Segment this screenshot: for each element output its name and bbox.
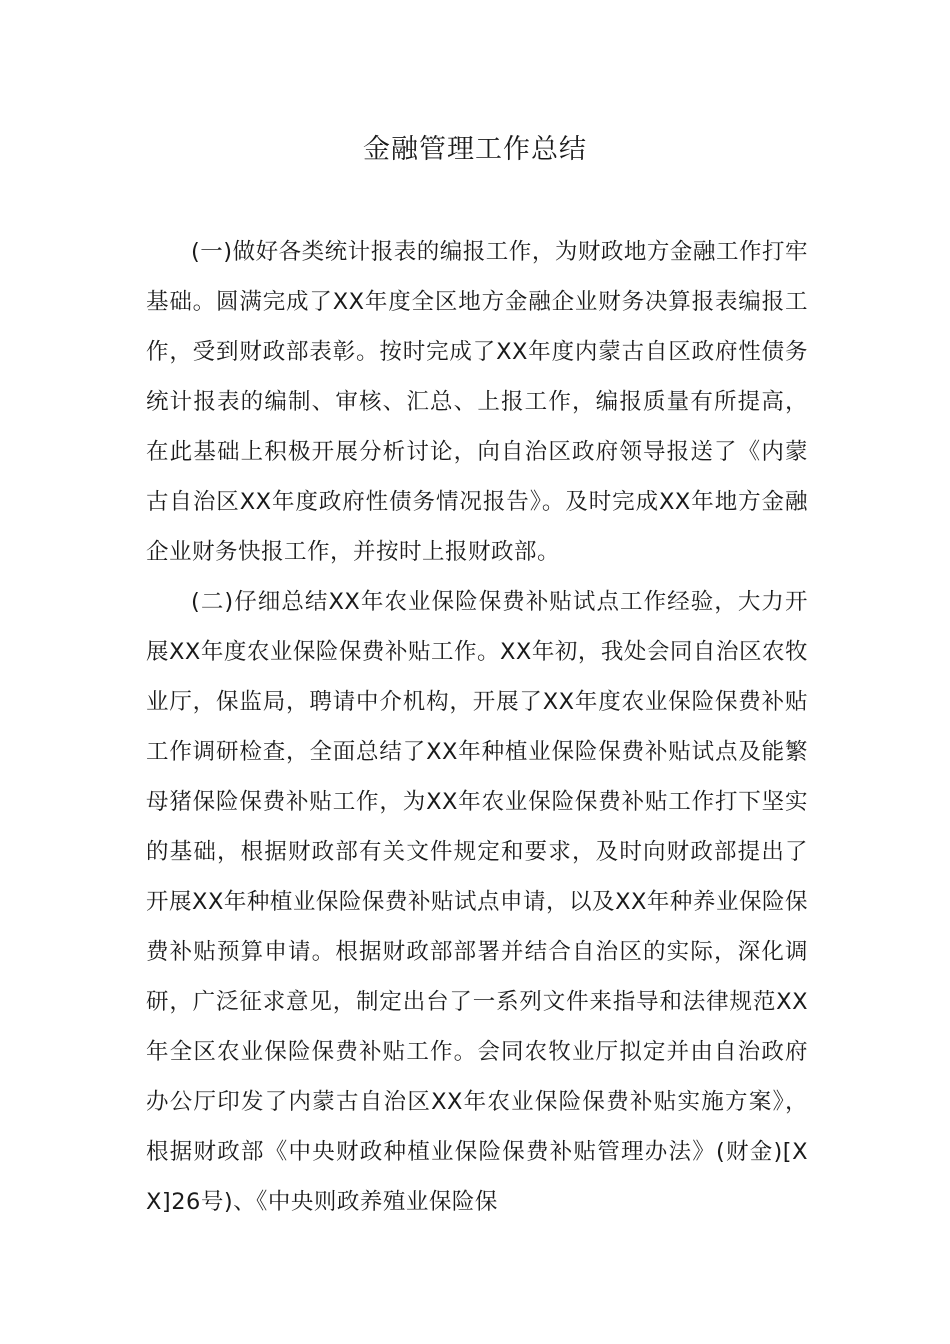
document-title: 金融管理工作总结 (363, 134, 587, 165)
paragraph-2: (二)仔细总结XX年农业保险保费补贴试点工作经验，大力开展XX年度农业保险保费补贴工作。XX年初，我处会同自治区农牧业厅，保监局，聘请中介机构，开展了XX年度农业保险保费补贴工作调研检查，全面总结了XX年种植业保险保费补贴试点及能繁母猪保险保费补贴工作，为XX年农业保险保费补贴工作打下坚实的基础，根据财政部有关文件规定和要求，及时向财政部提出了开展XX年种植业保险保费补贴试点申请，以及XX年种养业保险保费补贴预算申请。根据财政部部署并结合自治区的实际，深化调研，广泛征求意见，制定出台了一系列文件来指导和法律规范XX年全区农业保险保费补贴工作。会同农牧业厅拟定并由自治政府办公厅印发了内蒙古自治区XX年农业保险保费补贴实施方案》，根据财政部《中央财政种植业保险保费补贴管理办法》(财金)[XX]26号)、《中央则政养殖业保险保 (146, 589, 808, 1215)
document-body (146, 227, 808, 1227)
paragraph-1: (一)做好各类统计报表的编报工作，为财政地方金融工作打牢基础。圆满完成了XX年度全区地方金融企业财务决算报表编报工作，受到财政部表彰。按时完成了XX年度内蒙古自区政府性债务统计报表的编制、审核、汇总、上报工作，编报质量有所提高，在此基础上积极开展分析讨论，向自治区政府领导报送了《内蒙古自治区XX年度政府性债务情况报告》。及时完成XX年地方金融企业财务快报工作，并按时上报财政部。 (146, 239, 808, 565)
